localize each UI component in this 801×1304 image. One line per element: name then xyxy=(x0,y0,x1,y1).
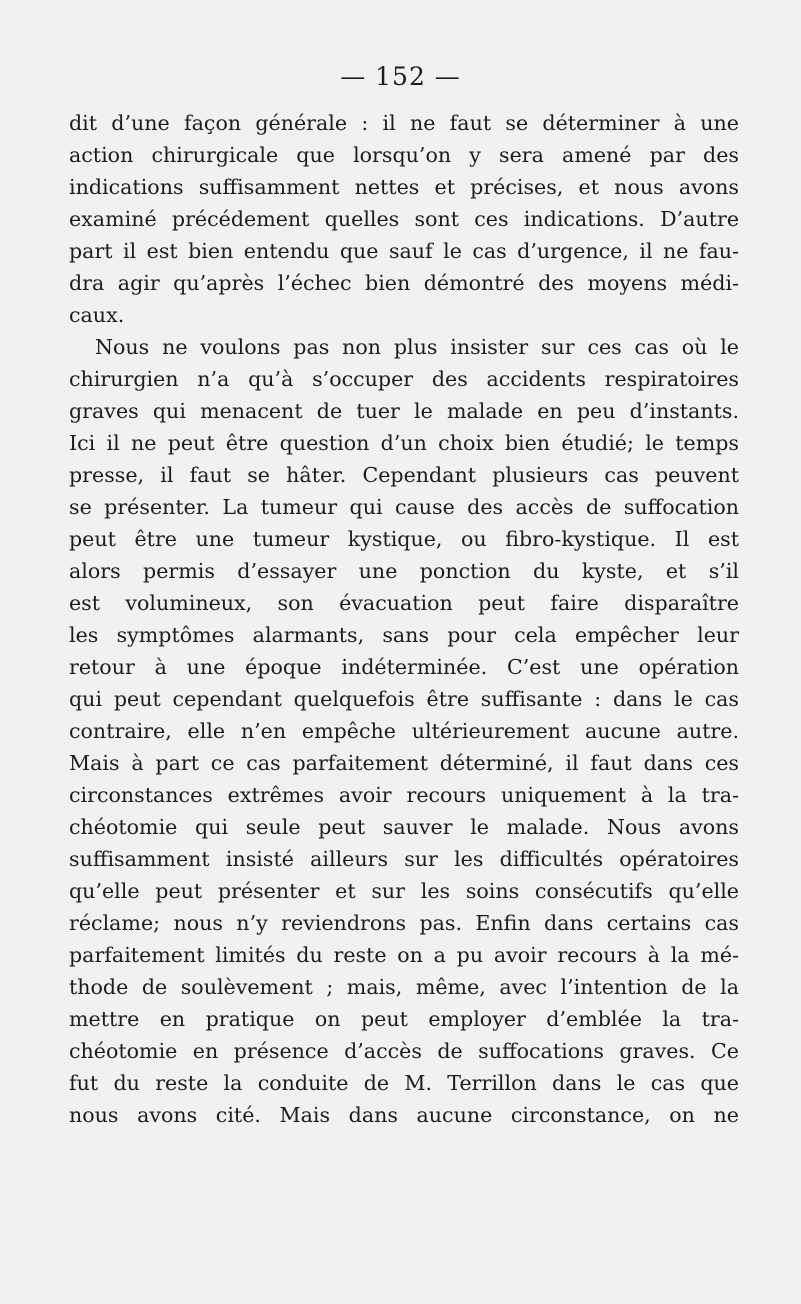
text-line: mettre en pratique on peut employer d’emblée la tra- xyxy=(69,1007,739,1031)
text-line: part il est bien entendu que sauf le cas d’urgence, il ne fau- xyxy=(69,239,739,263)
text-line: chirurgien n’a qu’à s’occuper des accidents respiratoires xyxy=(69,367,739,391)
text-line: circonstances extrêmes avoir recours uniquement à la tra- xyxy=(69,783,739,807)
text-line: peut être une tumeur kystique, ou fibro-kystique. Il est xyxy=(69,527,739,551)
text-line: suffisamment insisté ailleurs sur les difficultés opératoires xyxy=(69,847,739,871)
text-line: se présenter. La tumeur qui cause des accès de suffocation xyxy=(69,495,739,519)
text-line: Ici il ne peut être question d’un choix bien étudié; le temps xyxy=(69,431,739,455)
text-line: alors permis d’essayer une ponction du kyste, et s’il xyxy=(69,559,739,583)
text-line: indications suffisamment nettes et précises, et nous avons xyxy=(69,175,739,199)
text-line: dra agir qu’après l’échec bien démontré des moyens médi- xyxy=(69,271,739,295)
text-line: nous avons cité. Mais dans aucune circonstance, on ne xyxy=(69,1103,739,1127)
text-line: action chirurgicale que lorsqu’on y sera amené par des xyxy=(69,143,739,167)
text-line: contraire, elle n’en empêche ultérieurement aucune autre. xyxy=(69,719,739,743)
text-line: thode de soulèvement ; mais, même, avec l’intention de la xyxy=(69,975,739,999)
page-number: — 152 — xyxy=(340,62,461,91)
text-line: caux. xyxy=(69,303,125,327)
text-line: chéotomie qui seule peut sauver le malade. Nous avons xyxy=(69,815,739,839)
text-line: retour à une époque indéterminée. C’est une opération xyxy=(69,655,739,679)
text-line: fut du reste la conduite de M. Terrillon dans le cas que xyxy=(69,1071,739,1095)
text-line: Mais à part ce cas parfaitement déterminé, il faut dans ces xyxy=(69,751,739,775)
text-line: graves qui menacent de tuer le malade en peu d’instants. xyxy=(69,399,739,423)
text-line: presse, il faut se hâter. Cependant plusieurs cas peuvent xyxy=(69,463,739,487)
text-line: qui peut cependant quelquefois être suffisante : dans le cas xyxy=(69,687,739,711)
text-line: les symptômes alarmants, sans pour cela empêcher leur xyxy=(69,623,739,647)
text-line: qu’elle peut présenter et sur les soins consécutifs qu’elle xyxy=(69,879,739,903)
text-line: examiné précédement quelles sont ces indications. D’autre xyxy=(69,207,739,231)
text-line: chéotomie en présence d’accès de suffocations graves. Ce xyxy=(69,1039,739,1063)
text-line: est volumineux, son évacuation peut faire disparaître xyxy=(69,591,739,615)
text-line: dit d’une façon générale : il ne faut se déterminer à une xyxy=(69,111,739,135)
text-line: parfaitement limités du reste on a pu avoir recours à la mé- xyxy=(69,943,739,967)
text-line: Nous ne voulons pas non plus insister sur ces cas où le xyxy=(95,335,739,359)
text-line: réclame; nous n’y reviendrons pas. Enfin dans certains cas xyxy=(69,911,739,935)
